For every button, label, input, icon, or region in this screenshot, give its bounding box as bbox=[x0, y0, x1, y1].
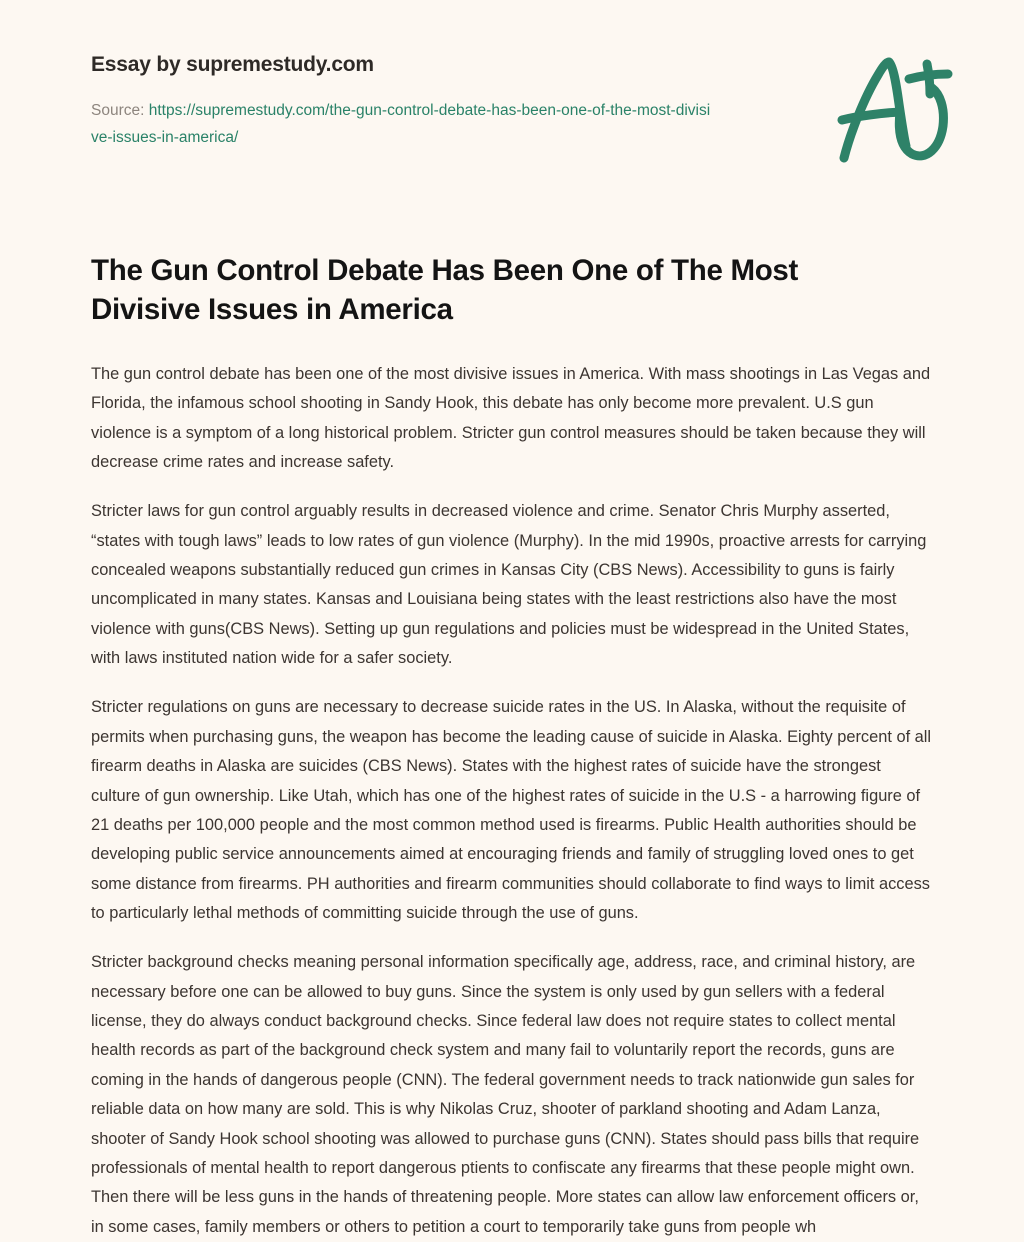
source-label: Source: bbox=[91, 102, 145, 120]
article-body bbox=[91, 360, 934, 1242]
article bbox=[91, 252, 934, 1242]
paragraph: Stricter regulations on guns are necessary to decrease suicide rates in the US. In Alaska, without the requisite of permits when purchasing guns, the weapon has become the leading cause of suicide in Alaska. Eighty percent of all firearm deaths in Alaska are suicides (CBS News). States with the highest rates of suicide have the strongest culture of gun ownership. Like Utah, which has one of the highest rates of suicide in the U.S - a harrowing figure of 21 deaths per 100,000 people and the most common method used is firearms. Public Health authorities should be developing public service announcements aimed at encouraging friends and family of struggling loved ones to get some distance from firearms. PH authorities and firearm communities should collaborate to find ways to limit access to particularly lethal methods of committing suicide through the use of guns. bbox=[91, 698, 932, 922]
page-header bbox=[91, 52, 933, 151]
paragraph: Stricter laws for gun control arguably results in decreased violence and crime. Senator Chris Murphy asserted, “states with tough laws” leads to low rates of gun violence (Murphy). In the mid 1990s, proactive arrests for carrying concealed weapons substantially reduced gun crimes in Kansas City (CBS News). Accessibility to guns is fairly uncomplicated in many states. Kansas and Louisiana being states with the least restrictions also have the most violence with guns(CBS News). Setting up gun regulations and policies must be widespread in the United States, with laws instituted nation wide for a safer society. bbox=[91, 502, 927, 668]
a-plus-logo-icon bbox=[830, 48, 962, 170]
a-plus-logo bbox=[830, 48, 962, 170]
byline: Essay by supremestudy.com bbox=[91, 53, 374, 76]
header-text-column bbox=[91, 52, 771, 151]
paragraph: The gun control debate has been one of the most divisive issues in America. With mass shootings in Las Vegas and Florida, the infamous school shooting in Sandy Hook, this debate has only become more prevalent. U.S gun violence is a symptom of a long historical problem. Stricter gun control measures should be taken because they will decrease crime rates and increase safety. bbox=[91, 364, 931, 471]
paragraph: Stricter background checks meaning personal information specifically age, address, race, and criminal history, are necessary before one can be allowed to buy guns. Since the system is only used by gun sellers with a federal license, they do always conduct background checks. Since federal law does not require states to collect mental health records as part of the background check system and many fail to voluntarily report the records, guns are coming in the hands of dangerous people (CNN). The federal government needs to track nationwide gun sales for reliable data on how many are sold. This is why Nikolas Cruz, shooter of parkland shooting and Adam Lanza, shooter of Sandy Hook school shooting was allowed to purchase guns (CNN). States should pass bills that require professionals of mental health to report dangerous ptients to confiscate any firearms that these people might own. Then there will be less guns in the hands of threatening people. More states can allow law enforcement officers or, in some cases, family members or others to petition a court to temporarily take guns from people wh bbox=[91, 953, 920, 1236]
source-url-link[interactable]: https://supremestudy.com/the-gun-control-debate-has-been-one-of-the-most-divisive-issues-in-america/ bbox=[91, 102, 711, 147]
source-line bbox=[91, 97, 711, 151]
page-title: The Gun Control Debate Has Been One of The Most Divisive Issues in America bbox=[91, 254, 799, 326]
